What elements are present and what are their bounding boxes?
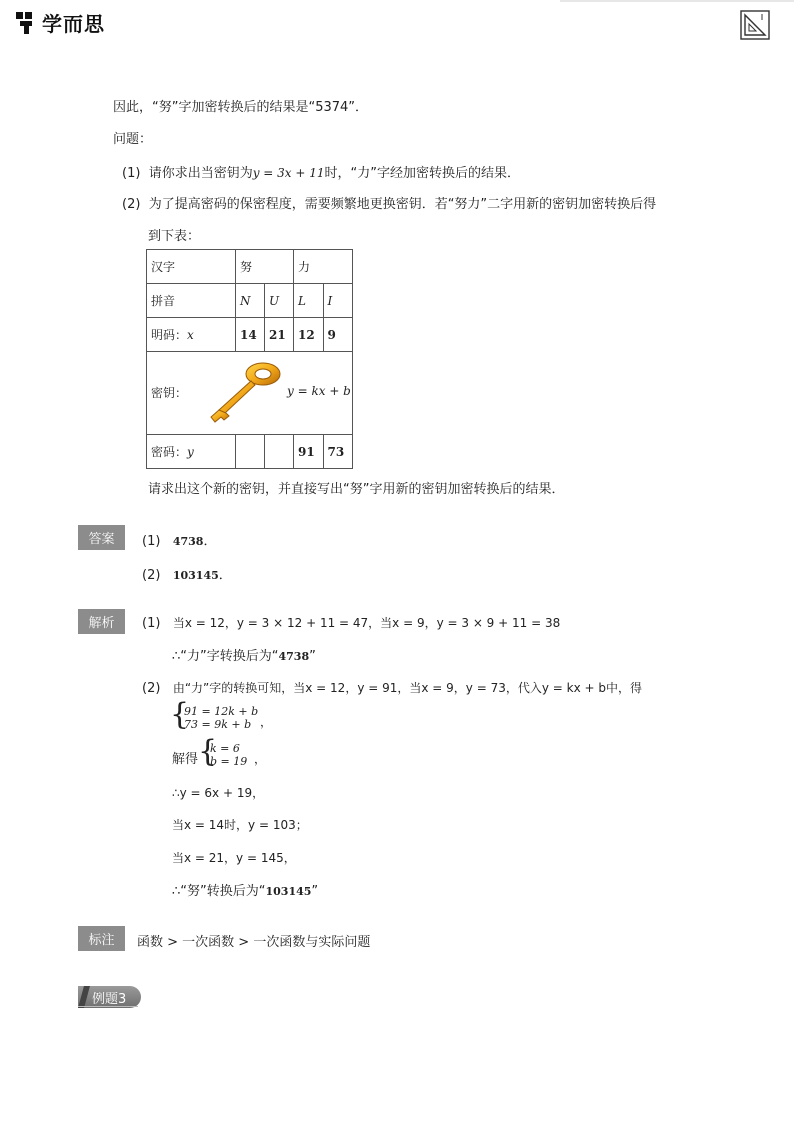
table-cell: 努 [236, 250, 294, 284]
solve-label: 解得 [172, 752, 199, 767]
example-underline [78, 1006, 138, 1007]
analysis-1: (1) 当x = 12，y = 3 × 12 + 11 = 47，当x = 9，y = 3 × 9 + 11 = 38 [142, 616, 561, 631]
table-cell: 91 [294, 435, 324, 469]
table-row [147, 318, 353, 352]
table-cell: 73 [323, 435, 353, 469]
brace-2: { [198, 734, 218, 769]
question-2: (2) 为了提高密码的保密程度，需要频繁地更换密钥．若“努力”二字用新的密钥加密转换后得 [122, 197, 657, 212]
golden-key-icon [205, 360, 285, 426]
table-cell: 21 [265, 318, 294, 352]
answer-1: (1) 4738． [142, 534, 217, 549]
table-row [147, 352, 353, 435]
table-cell [236, 435, 265, 469]
table-cell: 明码：x [147, 318, 236, 352]
table-cell: 12 [294, 318, 324, 352]
table-cell: N [236, 284, 265, 318]
logo-text: 学而思 [42, 11, 105, 36]
analysis-1-result: ∴“力”字转换后为“4738” [172, 649, 316, 664]
note-tag: 标注 [78, 926, 125, 951]
brace-1: { [170, 697, 190, 732]
equation-system-1: 91 = 12k + b 73 = 9k + b [184, 705, 259, 731]
table-cell: 密码：y [147, 435, 236, 469]
cipher-table [146, 249, 353, 469]
ruler-triangle-icon [740, 10, 770, 40]
top-border [0, 0, 794, 4]
example-tag: 例题3 [78, 986, 141, 1008]
table-cell: L [294, 284, 324, 318]
question-label: 问题： [113, 132, 153, 147]
table-row [147, 250, 353, 284]
brand-logo [16, 8, 105, 36]
table-cell: 9 [323, 318, 353, 352]
question-2-final: 请求出这个新的密钥，并直接写出“努”字用新的密钥加密转换后的结果． [148, 482, 565, 497]
comma: ， [254, 752, 267, 766]
analysis-2-line4: ∴y = 6x + 19， [172, 786, 265, 800]
xueersi-logo-icon [16, 10, 38, 34]
key-cell: 密钥： y = kx + b [147, 352, 353, 435]
table-cell: 拼音 [147, 284, 236, 318]
analysis-2-line6: 当x = 21，y = 145， [172, 851, 296, 865]
problem-intro: 因此，“努”字加密转换后的结果是“5374”． [113, 100, 369, 115]
answer-2: (2) 103145． [142, 568, 232, 583]
table-cell: 力 [294, 250, 353, 284]
equation-system-2: k = 6 b = 19 [210, 742, 248, 768]
table-cell [265, 435, 294, 469]
note-path[interactable]: 函数 > 一次函数 > 一次函数与实际问题 [137, 935, 371, 950]
answer-tag: 答案 [78, 525, 125, 550]
table-row [147, 435, 353, 469]
table-cell: I [323, 284, 353, 318]
table-cell: U [265, 284, 294, 318]
comma: ， [260, 715, 273, 729]
table-row [147, 284, 353, 318]
analysis-2-result: ∴“努”转换后为“103145” [172, 884, 319, 899]
question-2-cont: 到下表： [148, 229, 201, 244]
table-cell: 汉字 [147, 250, 236, 284]
question-1: (1) 请你求出当密钥为y = 3x + 11时，“力”字经加密转换后的结果． [122, 166, 521, 181]
table-cell: 14 [236, 318, 265, 352]
analysis-2: (2) 由“力”字的转换可知，当x = 12，y = 91，当x = 9，y = 73，代入y = kx + b中，得 [142, 681, 642, 696]
analysis-2-line5: 当x = 14时，y = 103； [172, 818, 308, 832]
analysis-tag: 解析 [78, 609, 125, 634]
